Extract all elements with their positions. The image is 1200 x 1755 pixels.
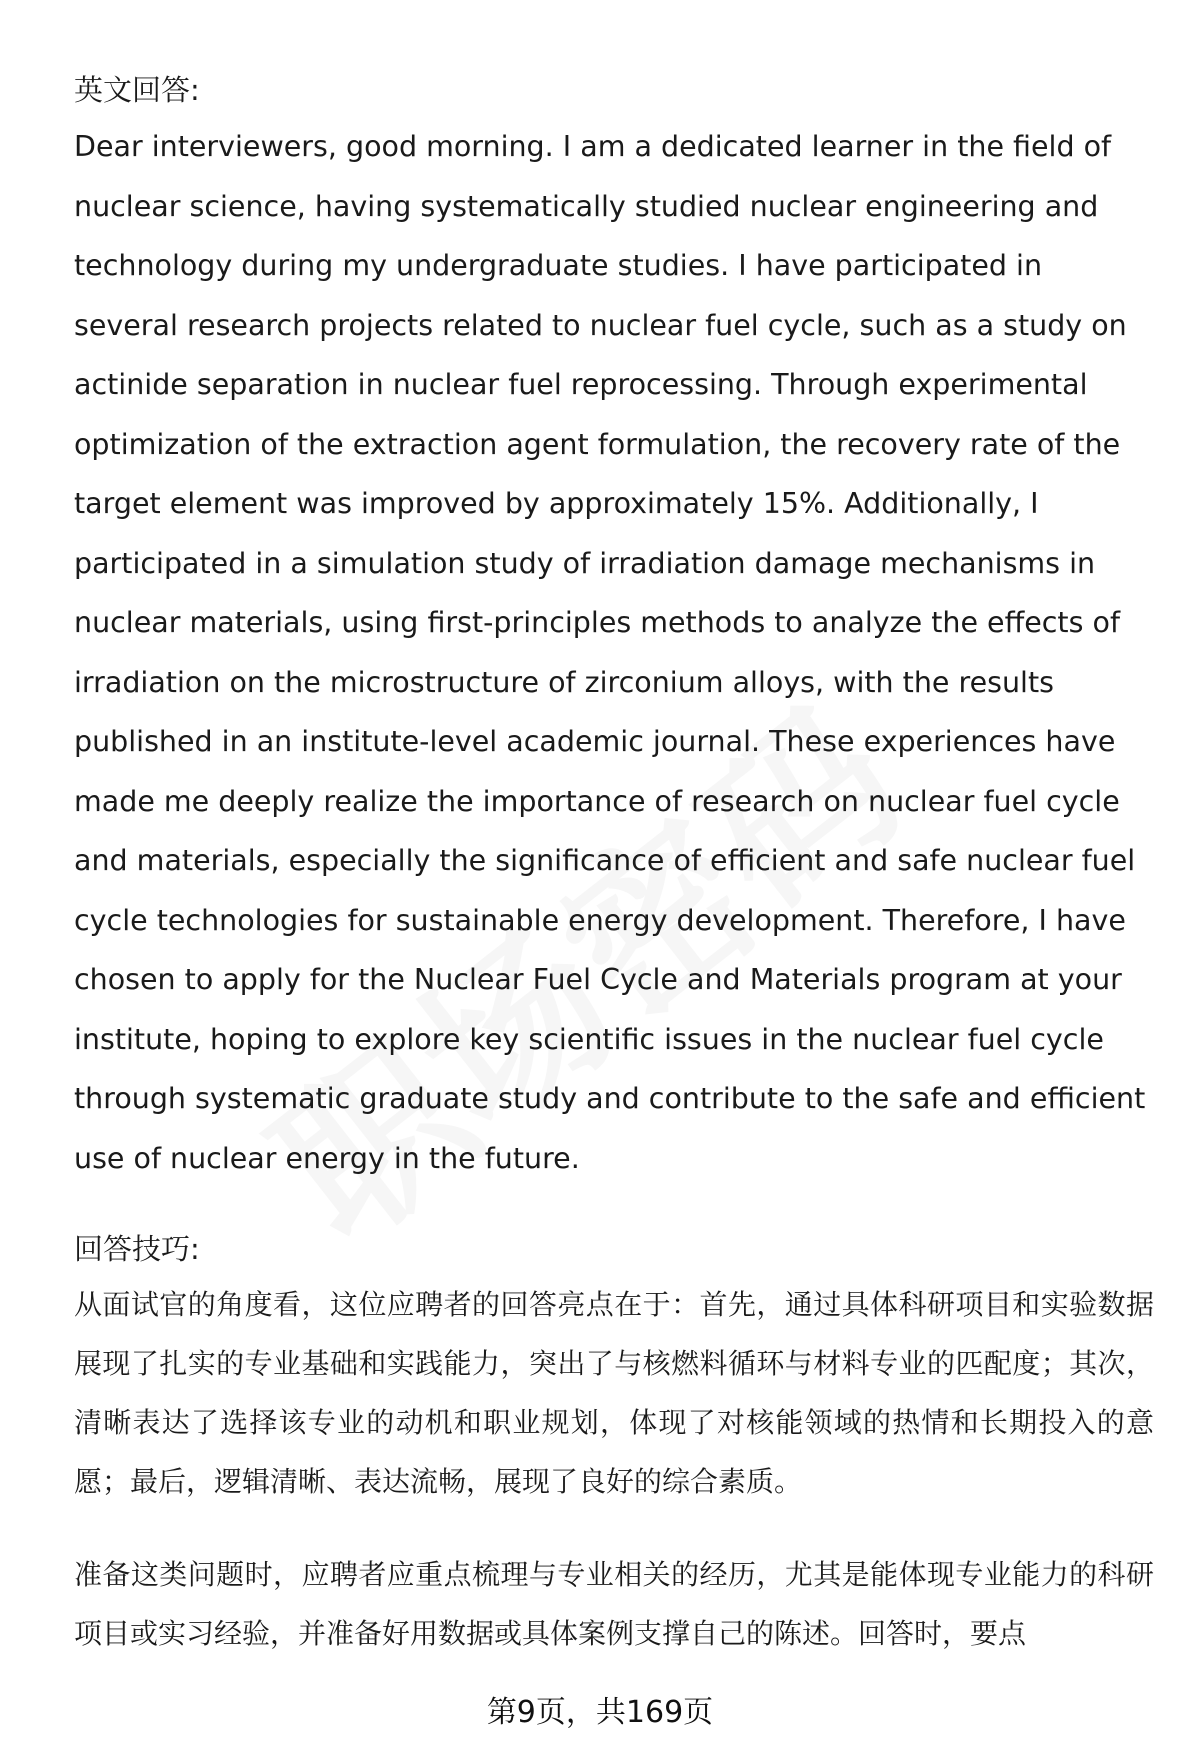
page-number-footer: 第9页，共169页 [486,1695,714,1730]
english-answer-paragraph: Dear interviewers, good morning. I am a dedicated learner in the field of nuclear science, having systematically studied nuclear engineering and technology during my undergraduate studies. I have participated in several research projects related to nuclear fuel cycle, such as a study on actinide separation in nuclear fuel reprocessing. Through experimental optimization of the extraction agent formulation, the recovery rate of the target element was improved by approximately 15%. Additionally, I participated in a simulation study of irradiation damage mechanisms in nuclear materials, using first-principles methods to analyze the effects of irradiation on the microstructure of zirconium alloys, with the results published in an institute-level academic journal. These experiences have made me deeply realize the importance of research on nuclear fuel cycle and materials, especially the significance of efficient and safe nuclear fuel cycle technologies for sustainable energy development. Therefore, I have chosen to apply for the Nuclear Fuel Cycle and Materials program at your institute, hoping to explore key scientific issues in the nuclear fuel cycle through systematic graduate study and contribute to the safe and efficient use of nuclear energy in the future. [74,130,1146,1175]
answer-tips-label: 回答技巧: [74,1232,200,1266]
answer-tips-paragraph: 从面试官的角度看，这位应聘者的回答亮点在于：首先，通过具体科研项目和实验数据展现了扎实的专业基础和实践能力，突出了与核燃料循环与材料专业的匹配度；其次，清晰表达了选择该专业的动机和职业规划，体现了对核能领域的热情和长期投入的意愿；最后，逻辑清晰、表达流畅，展现了良好的综合素质。 [74,1288,1154,1498]
preparation-advice-paragraph: 准备这类问题时，应聘者应重点梳理与专业相关的经历，尤其是能体现专业能力的科研项目或实习经验，并准备好用数据或具体案例支撑自己的陈述。回答时，要点 [74,1558,1154,1650]
english-answer-label: 英文回答: [74,73,200,107]
